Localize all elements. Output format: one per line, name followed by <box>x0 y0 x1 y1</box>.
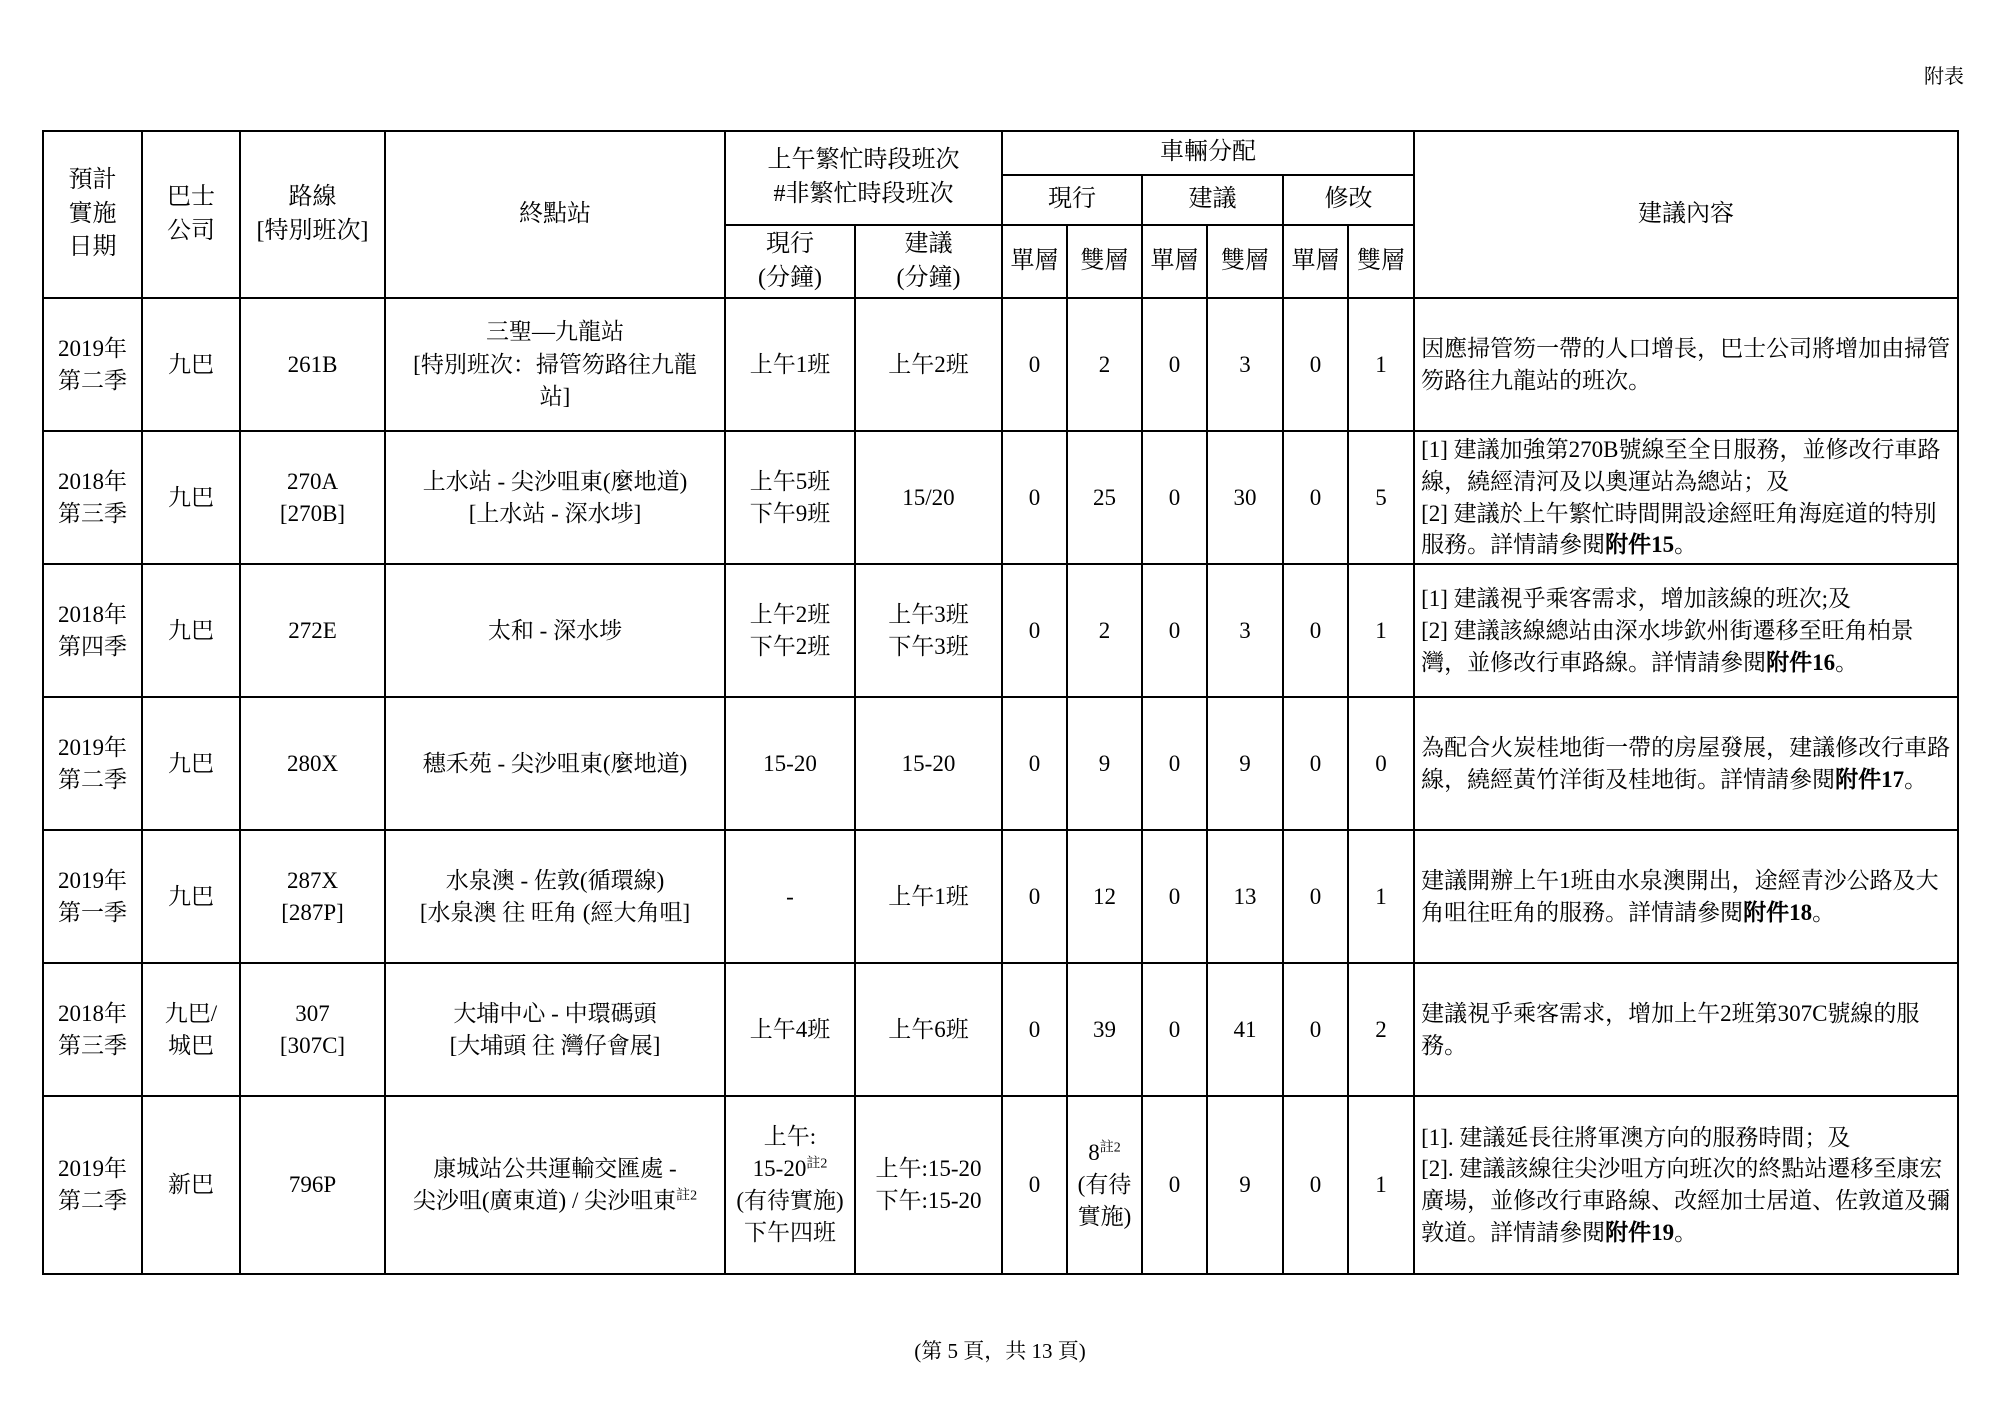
date-cell: 2019年 第二季 <box>43 1096 142 1274</box>
header-veh-proposed: 建議 <box>1142 175 1283 225</box>
freq-proposed-cell: 上午:15-20 下午:15-20 <box>855 1096 1002 1274</box>
table-body <box>43 298 1958 1274</box>
route-cell: 280X <box>240 697 385 830</box>
table-row <box>43 830 1958 963</box>
freq-proposed-cell: 15/20 <box>855 431 1002 564</box>
table-row <box>43 564 1958 697</box>
prop-single-cell: 0 <box>1142 963 1207 1096</box>
remark-text: [2]. 建議該線往尖沙咀方向班次的終點站遷移至康宏廣場，並修改行車路線、改經加士居道、佐敦道及彌敦道。詳情請參閱 <box>1421 1156 1951 1245</box>
cur-double-cell: 12 <box>1067 830 1142 963</box>
header-freq-current: 現行 (分鐘) <box>725 225 855 298</box>
bus-route-table <box>42 130 1959 1275</box>
chg-single-cell: 0 <box>1283 431 1348 564</box>
prop-double-cell: 13 <box>1207 830 1283 963</box>
chg-double-cell: 5 <box>1348 431 1414 564</box>
table-row <box>43 963 1958 1096</box>
terminus-cell: 大埔中心 - 中環碼頭 [大埔頭 往 灣仔會展] <box>385 963 725 1096</box>
cur-single-cell: 0 <box>1002 963 1067 1096</box>
terminus-cell: 水泉澳 - 佐敦(循環線) [水泉澳 往 旺角 (經大角咀] <box>385 830 725 963</box>
footnote-marker: 註2 <box>676 1188 698 1204</box>
chg-double-cell: 0 <box>1348 697 1414 830</box>
remark-text: [2] 建議於上午繁忙時間開設途經旺角海庭道的特別服務。詳情請參閱 <box>1421 500 1937 558</box>
route-cell: 272E <box>240 564 385 697</box>
cur-single-cell: 0 <box>1002 298 1067 431</box>
remark-text: [1] 建議加強第270B號線至全日服務，並修改行車路線，繞經清河及以奧運站為總站；及 <box>1421 437 1941 494</box>
freq-current-cell: 上午5班 下午9班 <box>725 431 855 564</box>
annex-reference: 附件17 <box>1835 766 1905 792</box>
chg-double-cell: 1 <box>1348 564 1414 697</box>
header-veh-current: 現行 <box>1002 175 1142 225</box>
page-footer: (第 5 頁，共 13 頁) <box>914 1339 1086 1363</box>
remarks-cell <box>1414 431 1958 564</box>
header-remarks: 建議內容 <box>1414 131 1958 298</box>
remark-text: 為配合火炭桂地街一帶的房屋發展，建議修改行車路線，繞經黃竹洋街及桂地街。詳情請參閱 <box>1421 734 1951 792</box>
company-cell: 九巴 <box>142 298 240 431</box>
header-terminus: 終點站 <box>385 131 725 298</box>
cur-single-cell: 0 <box>1002 697 1067 830</box>
freq-proposed-cell: 上午6班 <box>855 963 1002 1096</box>
header-company: 巴士 公司 <box>142 131 240 298</box>
chg-single-cell: 0 <box>1283 963 1348 1096</box>
annex-reference: 附件19 <box>1605 1219 1675 1245</box>
company-cell: 九巴 <box>142 564 240 697</box>
chg-double-cell: 1 <box>1348 830 1414 963</box>
date-cell: 2019年 第二季 <box>43 298 142 431</box>
date-cell: 2019年 第一季 <box>43 830 142 963</box>
remarks-cell <box>1414 564 1958 697</box>
footnote-marker: 註2 <box>1099 1140 1121 1156</box>
company-cell: 新巴 <box>142 1096 240 1274</box>
table-row <box>43 697 1958 830</box>
freq-current-cell: 15-20 <box>725 697 855 830</box>
freq-current-cell: 上午: 15-20$^{註2}$ (有待實施) 下午四班 <box>725 1096 855 1274</box>
company-cell: 九巴/ 城巴 <box>142 963 240 1096</box>
remark-text: 。 <box>1835 649 1859 675</box>
company-cell: 九巴 <box>142 697 240 830</box>
header-veh-change: 修改 <box>1283 175 1414 225</box>
terminus-cell: 太和 - 深水埗 <box>385 564 725 697</box>
prop-single-cell: 0 <box>1142 1096 1207 1274</box>
header-single-deck: 單層 <box>1002 225 1067 298</box>
chg-single-cell: 0 <box>1283 697 1348 830</box>
date-cell: 2018年 第三季 <box>43 963 142 1096</box>
header-double-deck: 雙層 <box>1067 225 1142 298</box>
date-cell: 2018年 第三季 <box>43 431 142 564</box>
prop-double-cell: 9 <box>1207 697 1283 830</box>
prop-single-cell: 0 <box>1142 298 1207 431</box>
remark-text: [1] 建議視乎乘客需求，增加該線的班次;及 <box>1421 586 1852 612</box>
prop-single-cell: 0 <box>1142 431 1207 564</box>
annex-reference: 附件16 <box>1766 649 1836 675</box>
prop-single-cell: 0 <box>1142 697 1207 830</box>
prop-single-cell: 0 <box>1142 564 1207 697</box>
chg-single-cell: 0 <box>1283 298 1348 431</box>
company-cell: 九巴 <box>142 431 240 564</box>
prop-double-cell: 30 <box>1207 431 1283 564</box>
route-cell: 287X [287P] <box>240 830 385 963</box>
remark-text: 。 <box>1904 766 1928 792</box>
prop-double-cell: 9 <box>1207 1096 1283 1274</box>
cur-single-cell: 0 <box>1002 564 1067 697</box>
header-vehicle-allocation: 車輛分配 <box>1002 131 1414 175</box>
header-single-deck: 單層 <box>1142 225 1207 298</box>
cur-double-cell: 8$^{註2}$ (有待 實施) <box>1067 1096 1142 1274</box>
cur-double-cell: 9 <box>1067 697 1142 830</box>
annex-reference: 附件18 <box>1743 899 1813 925</box>
header-frequency: 上午繁忙時段班次 #非繁忙時段班次 <box>725 131 1002 225</box>
remarks-cell <box>1414 830 1958 963</box>
prop-double-cell: 41 <box>1207 963 1283 1096</box>
freq-proposed-cell: 上午3班 下午3班 <box>855 564 1002 697</box>
chg-single-cell: 0 <box>1283 564 1348 697</box>
footnote-marker: 註2 <box>806 1156 828 1172</box>
remark-text: 因應掃管笏一帶的人口增長，巴士公司將增加由掃管笏路往九龍站的班次。 <box>1421 335 1951 393</box>
remarks-cell <box>1414 298 1958 431</box>
remarks-cell <box>1414 963 1958 1096</box>
freq-current-cell: 上午1班 <box>725 298 855 431</box>
freq-proposed-cell: 上午1班 <box>855 830 1002 963</box>
remark-text: 。 <box>1674 1219 1698 1245</box>
remark-text: 。 <box>1674 532 1698 558</box>
remarks-cell <box>1414 1096 1958 1274</box>
chg-single-cell: 0 <box>1283 1096 1348 1274</box>
terminus-cell: 三聖—九龍站 [特別班次：掃管笏路往九龍 站] <box>385 298 725 431</box>
cur-double-cell: 25 <box>1067 431 1142 564</box>
remark-text: [2] 建議該線總站由深水埗欽州街遷移至旺角柏景灣，並修改行車路線。詳情請參閱 <box>1421 617 1914 675</box>
header-freq-proposed: 建議 (分鐘) <box>855 225 1002 298</box>
chg-single-cell: 0 <box>1283 830 1348 963</box>
table-row <box>43 431 1958 564</box>
prop-double-cell: 3 <box>1207 564 1283 697</box>
annex-label: 附表 <box>1924 66 1964 88</box>
cur-single-cell: 0 <box>1002 431 1067 564</box>
freq-current-cell: 上午2班 下午2班 <box>725 564 855 697</box>
chg-double-cell: 1 <box>1348 1096 1414 1274</box>
date-cell: 2018年 第四季 <box>43 564 142 697</box>
header-single-deck: 單層 <box>1283 225 1348 298</box>
cur-double-cell: 2 <box>1067 564 1142 697</box>
freq-current-cell: 上午4班 <box>725 963 855 1096</box>
header-double-deck: 雙層 <box>1348 225 1414 298</box>
cur-single-cell: 0 <box>1002 1096 1067 1274</box>
remark-text: 。 <box>1812 899 1836 925</box>
freq-proposed-cell: 15-20 <box>855 697 1002 830</box>
route-cell: 307 [307C] <box>240 963 385 1096</box>
route-cell: 796P <box>240 1096 385 1274</box>
company-cell: 九巴 <box>142 830 240 963</box>
table-row <box>43 1096 1958 1274</box>
remark-text: [1]. 建議延長往將軍澳方向的服務時間；及 <box>1421 1124 1851 1150</box>
cur-double-cell: 39 <box>1067 963 1142 1096</box>
remark-text: 建議視乎乘客需求，增加上午2班第307C號線的服務。 <box>1421 1000 1920 1058</box>
chg-double-cell: 1 <box>1348 298 1414 431</box>
cur-single-cell: 0 <box>1002 830 1067 963</box>
route-cell: 261B <box>240 298 385 431</box>
annex-reference: 附件15 <box>1605 532 1675 558</box>
cur-double-cell: 2 <box>1067 298 1142 431</box>
freq-current-cell: - <box>725 830 855 963</box>
freq-proposed-cell: 上午2班 <box>855 298 1002 431</box>
chg-double-cell: 2 <box>1348 963 1414 1096</box>
prop-double-cell: 3 <box>1207 298 1283 431</box>
terminus-cell: 穗禾苑 - 尖沙咀東(麼地道) <box>385 697 725 830</box>
header-route: 路線 [特別班次] <box>240 131 385 298</box>
remark-text: 建議開辦上午1班由水泉澳開出，途經青沙公路及大角咀往旺角的服務。詳情請參閱 <box>1421 867 1939 925</box>
route-cell: 270A [270B] <box>240 431 385 564</box>
table-row <box>43 298 1958 431</box>
header-double-deck: 雙層 <box>1207 225 1283 298</box>
date-cell: 2019年 第二季 <box>43 697 142 830</box>
terminus-cell: 康城站公共運輸交匯處 - 尖沙咀(廣東道) / 尖沙咀東$^{註2}$ <box>385 1096 725 1274</box>
terminus-cell: 上水站 - 尖沙咀東(麼地道) [上水站 - 深水埗] <box>385 431 725 564</box>
prop-single-cell: 0 <box>1142 830 1207 963</box>
remarks-cell <box>1414 697 1958 830</box>
header-date: 預計 實施 日期 <box>43 131 142 298</box>
